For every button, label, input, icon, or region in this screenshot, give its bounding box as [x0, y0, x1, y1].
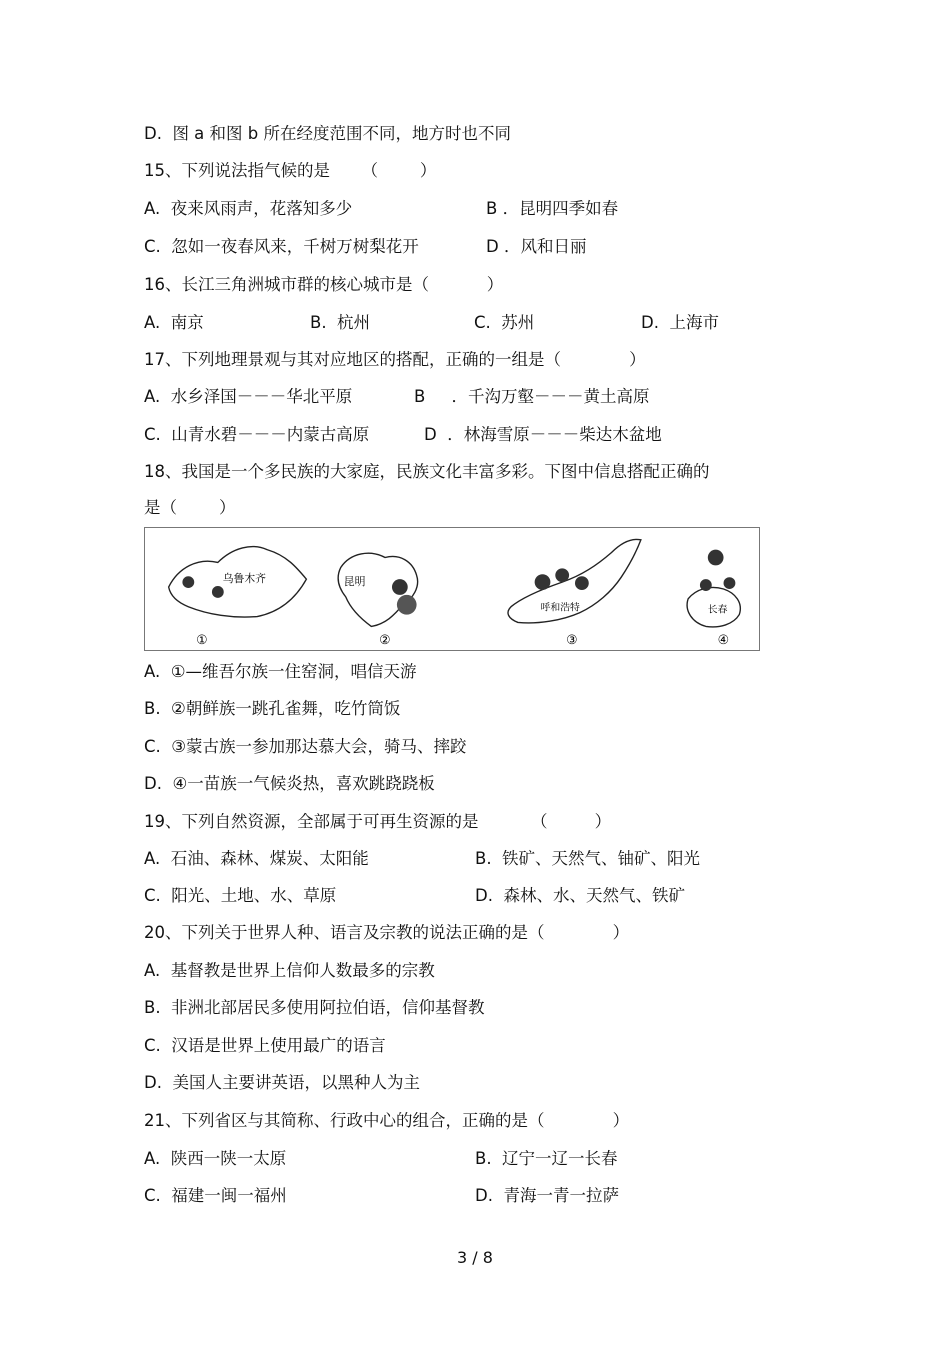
q18-option-a: A. ①—维吾尔族一住窑洞，唱信天游	[144, 662, 417, 681]
question-16: 16、长江三角洲城市群的核心城市是（ ）	[144, 275, 504, 294]
map2-number: ②	[379, 633, 391, 649]
q17-option-b: B ．千沟万壑－－－黄土高原	[414, 387, 650, 406]
question-18: 18、我国是一个多民族的大家庭，民族文化丰富多彩。下图中信息搭配正确的	[144, 462, 710, 481]
q16-option-a: A. 南京	[144, 313, 204, 332]
q15-option-d: D ．风和日丽	[486, 237, 587, 256]
q21-option-a: A. 陕西一陕一太原	[144, 1149, 287, 1168]
q19-option-c: C. 阳光、土地、水、草原	[144, 886, 337, 905]
q20-option-b: B. 非洲北部居民多使用阿拉伯语，信仰基督教	[144, 998, 485, 1017]
q18-option-c: C. ③蒙古族一参加那达慕大会，骑马、摔跤	[144, 737, 467, 756]
page-number: 3 / 8	[457, 1248, 493, 1267]
q15-option-c: C. 忽如一夜春风来，千树万树梨花开	[144, 237, 419, 256]
q20-option-c: C. 汉语是世界上使用最广的语言	[144, 1036, 386, 1055]
ethnic-maps-svg	[145, 528, 759, 650]
line-d-option: D. 图 a 和图 b 所在经度范围不同，地方时也不同	[144, 124, 512, 143]
q16-option-d: D. 上海市	[641, 313, 719, 332]
q16-option-b: B. 杭州	[310, 313, 371, 332]
q17-option-d: D ．林海雪原－－－柴达木盆地	[424, 425, 662, 444]
q21-option-d: D. 青海一青一拉萨	[475, 1186, 619, 1205]
map4-city-label: 长春	[707, 604, 728, 616]
ethnic-map-figure	[144, 527, 760, 651]
question-19: 19、下列自然资源，全部属于可再生资源的是 （ ）	[144, 812, 612, 831]
question-17: 17、下列地理景观与其对应地区的搭配，正确的一组是（ ）	[144, 350, 646, 369]
map2-city-label: 昆明	[343, 575, 366, 589]
q21-option-b: B. 辽宁一辽一长春	[475, 1149, 618, 1168]
map1-city-label: 乌鲁木齐	[222, 572, 267, 586]
question-21: 21、下列省区与其简称、行政中心的组合，正确的是（ ）	[144, 1111, 630, 1130]
q17-option-c: C. 山青水碧－－－内蒙古高原	[144, 425, 370, 444]
question-15: 15、下列说法指气候的是 （ ）	[144, 161, 437, 180]
q19-option-b: B. 铁矿、天然气、铀矿、阳光	[475, 849, 701, 868]
q20-option-a: A. 基督教是世界上信仰人数最多的宗教	[144, 961, 435, 980]
q17-option-a: A. 水乡泽国－－－华北平原	[144, 387, 353, 406]
q20-option-d: D. 美国人主要讲英语，以黑种人为主	[144, 1073, 420, 1092]
q18-option-b: B. ②朝鲜族一跳孔雀舞，吃竹筒饭	[144, 699, 401, 718]
question-20: 20、下列关于世界人种、语言及宗教的说法正确的是（ ）	[144, 923, 630, 942]
q19-option-a: A. 石油、森林、煤炭、太阳能	[144, 849, 369, 868]
map3-city-label: 呼和浩特	[540, 602, 580, 614]
q15-option-a: A. 夜来风雨声，花落知多少	[144, 199, 353, 218]
q18-option-d: D. ④一苗族一气候炎热，喜欢跳跷跷板	[144, 774, 435, 793]
q19-option-d: D. 森林、水、天然气、铁矿	[475, 886, 685, 905]
map1-number: ①	[196, 633, 208, 649]
question-18-cont: 是（ ）	[144, 498, 236, 517]
q21-option-c: C. 福建一闽一福州	[144, 1186, 287, 1205]
map4-number: ④	[717, 633, 730, 649]
q15-option-b: B ．昆明四季如春	[486, 199, 619, 218]
map3-number: ③	[566, 633, 578, 649]
q16-option-c: C. 苏州	[474, 313, 535, 332]
